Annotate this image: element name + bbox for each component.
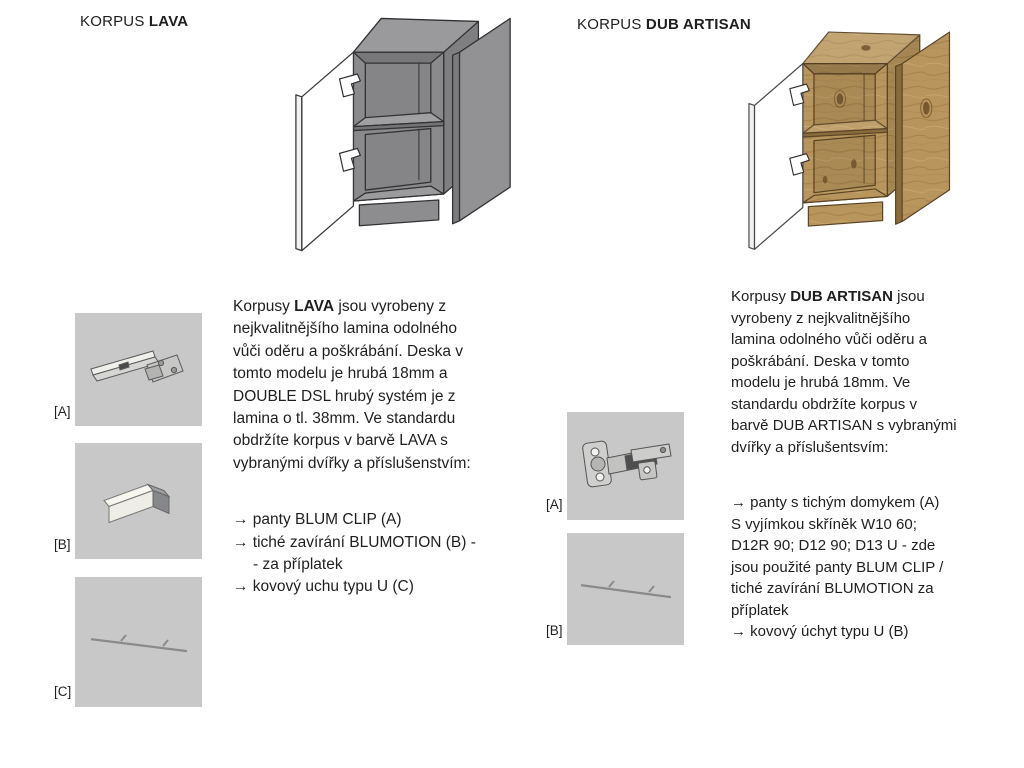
lava-section-title <box>80 13 188 30</box>
u-handle-image <box>567 533 684 645</box>
u-handle-image <box>75 577 202 707</box>
dub-part-b <box>546 533 696 646</box>
lava-part-b <box>54 443 204 560</box>
text-line: S vyjímkou skříněk W10 60; <box>731 515 917 533</box>
text-line: tiché zavírání BLUMOTION za <box>731 580 934 597</box>
text-line: barvě DUB ARTISAN s vybranými <box>731 417 957 434</box>
part-label: [A] <box>546 497 563 512</box>
text-line: jsou použité panty BLUM CLIP / <box>731 558 944 576</box>
dub-bullet-list <box>731 492 1024 643</box>
clip-hinge-icon <box>75 313 202 426</box>
text-line: obdržíte korpus v barvě LAVA s <box>233 432 448 450</box>
text-line: vybranými dvířky a příslušenstvím: <box>233 454 471 472</box>
soft-close-hinge-image <box>567 412 684 520</box>
title-prefix: KORPUS <box>577 16 646 33</box>
part-label: [A] <box>54 404 71 419</box>
text-line: → kovový uchu typu U (C) <box>233 578 414 596</box>
text-line: Korpusy LAVA jsou vyrobeny z <box>233 298 447 315</box>
text-line: standardu obdržíte korpus v <box>731 395 917 413</box>
text-line: → kovový úchyt typu U (B) <box>731 623 909 640</box>
part-label: [B] <box>54 537 71 552</box>
dub-paragraph <box>731 286 1024 458</box>
text-line: D12R 90; D12 90; D13 U - zde <box>731 537 936 554</box>
dub-artisan-section-title <box>577 16 751 33</box>
lava-part-a <box>54 313 204 427</box>
lava-bullet-list <box>233 509 527 599</box>
u-handle-icon <box>567 533 684 645</box>
lava-paragraph <box>233 296 527 475</box>
part-label: [C] <box>54 684 72 699</box>
title-emphasis: LAVA <box>148 13 189 30</box>
text-line: dvířky a příslušentsvím: <box>731 438 889 456</box>
lava-description <box>233 296 527 599</box>
text-line: tomto modelu je hrubá 18mm a <box>233 365 448 383</box>
dub-part-a <box>546 412 696 520</box>
soft-close-hinge-icon <box>567 412 684 520</box>
text-line: nejkvalitnějšího lamina odolného <box>233 320 458 338</box>
text-line: DOUBLE DSL hrubý systém je z <box>233 387 456 405</box>
part-label: [B] <box>546 623 563 638</box>
blum-clip-hinge-image <box>75 313 202 426</box>
title-prefix: KORPUS <box>80 13 149 30</box>
lava-part-c <box>54 577 204 707</box>
text-line: lamina odolného vůči oděru a <box>731 331 927 348</box>
text-line: modelu je hrubá 18mm. Ve <box>731 374 911 391</box>
dub-artisan-cabinet-drawing <box>733 20 971 266</box>
text-line: - za příplatek <box>253 556 343 574</box>
text-line: Korpusy DUB ARTISAN jsou <box>731 288 925 305</box>
text-line: poškrábání. Deska v tomto <box>731 352 910 370</box>
text-line: → tiché zavírání BLUMOTION (B) - <box>233 533 476 551</box>
text-line: → panty BLUM CLIP (A) <box>233 511 402 529</box>
lava-cabinet-drawing <box>282 4 530 270</box>
blumotion-damper-image <box>75 443 202 559</box>
text-line: → panty s tichým domykem (A) <box>731 494 940 511</box>
text-line: lamina o tl. 38mm. Ve standardu <box>233 410 456 428</box>
u-handle-icon <box>75 577 202 707</box>
dub-artisan-description <box>731 286 1024 643</box>
damper-icon <box>75 443 202 559</box>
title-emphasis: DUB ARTISAN <box>645 16 751 33</box>
text-line: příplatek <box>731 601 789 619</box>
text-line: vůči oděru a poškrábání. Deska v <box>233 342 464 360</box>
text-line: vyrobeny z nejkvalitnějšího <box>731 309 911 327</box>
